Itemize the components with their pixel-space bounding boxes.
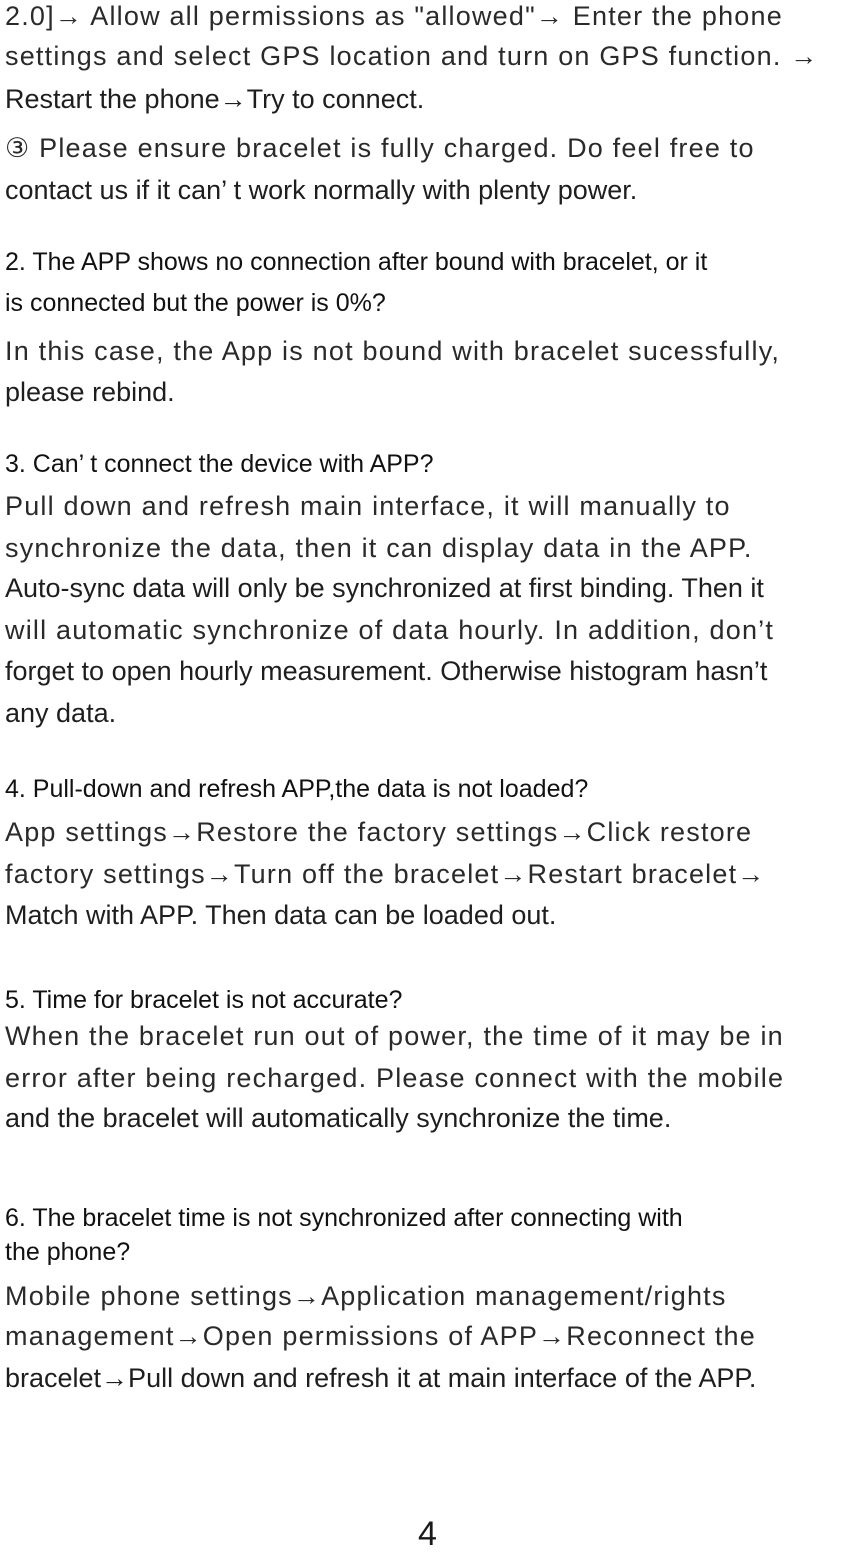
faq2-answer: In this case, the App is not bound with bracelet sucessfully, <box>5 336 781 366</box>
faq4-answer: Match with APP. Then data can be loaded out. <box>5 900 557 930</box>
page-number: 4 <box>418 1515 437 1553</box>
faq3-answer: forget to open hourly measurement. Otherwise histogram hasn’t <box>5 656 768 686</box>
continued-line: 2.0]→ Allow all permissions as "allowed"→ Enter the phone <box>5 1 783 31</box>
faq3-answer: Auto-sync data will only be synchronized at first binding. Then it <box>5 573 764 603</box>
faq5-answer: and the bracelet will automatically synchronize the time. <box>5 1103 672 1133</box>
faq5-question: 5. Time for bracelet is not accurate? <box>5 986 403 1014</box>
faq4-question: 4. Pull-down and refresh APP,the data is not loaded? <box>5 775 589 803</box>
faq2-question: 2. The APP shows no connection after bound with bracelet, or it <box>5 248 708 276</box>
faq6-question: 6. The bracelet time is not synchronized after connecting with <box>5 1204 683 1232</box>
continued-line: ③ Please ensure bracelet is fully charged. Do feel free to <box>5 133 755 163</box>
faq4-answer: factory settings→Turn off the bracelet→Restart bracelet→ <box>5 859 766 889</box>
faq5-answer: error after being recharged. Please connect with the mobile <box>5 1063 785 1093</box>
faq2-question: is connected but the power is 0%? <box>5 289 386 317</box>
faq3-answer: synchronize the data, then it can display data in the APP. <box>5 533 753 563</box>
faq3-answer: will automatic synchronize of data hourly. In addition, don’t <box>5 615 775 645</box>
faq4-answer: App settings→Restore the factory settings→Click restore <box>5 817 753 847</box>
continued-line: settings and select GPS location and turn on GPS function. → <box>5 41 819 71</box>
faq6-question: the phone? <box>5 1238 131 1266</box>
faq6-answer: bracelet→Pull down and refresh it at main interface of the APP. <box>5 1363 757 1393</box>
faq2-answer: please rebind. <box>5 377 175 407</box>
faq6-answer: management→Open permissions of APP→Reconnect the <box>5 1321 756 1351</box>
faq3-answer: Pull down and refresh main interface, it will manually to <box>5 491 731 521</box>
continued-line: Restart the phone→Try to connect. <box>5 84 425 114</box>
faq5-answer: When the bracelet run out of power, the time of it may be in <box>5 1021 784 1051</box>
faq6-answer: Mobile phone settings→Application management/rights <box>5 1281 727 1311</box>
faq3-question: 3. Can’ t connect the device with APP? <box>5 450 434 478</box>
continued-line: contact us if it can’ t work normally with plenty power. <box>5 175 638 205</box>
faq3-answer: any data. <box>5 698 117 728</box>
